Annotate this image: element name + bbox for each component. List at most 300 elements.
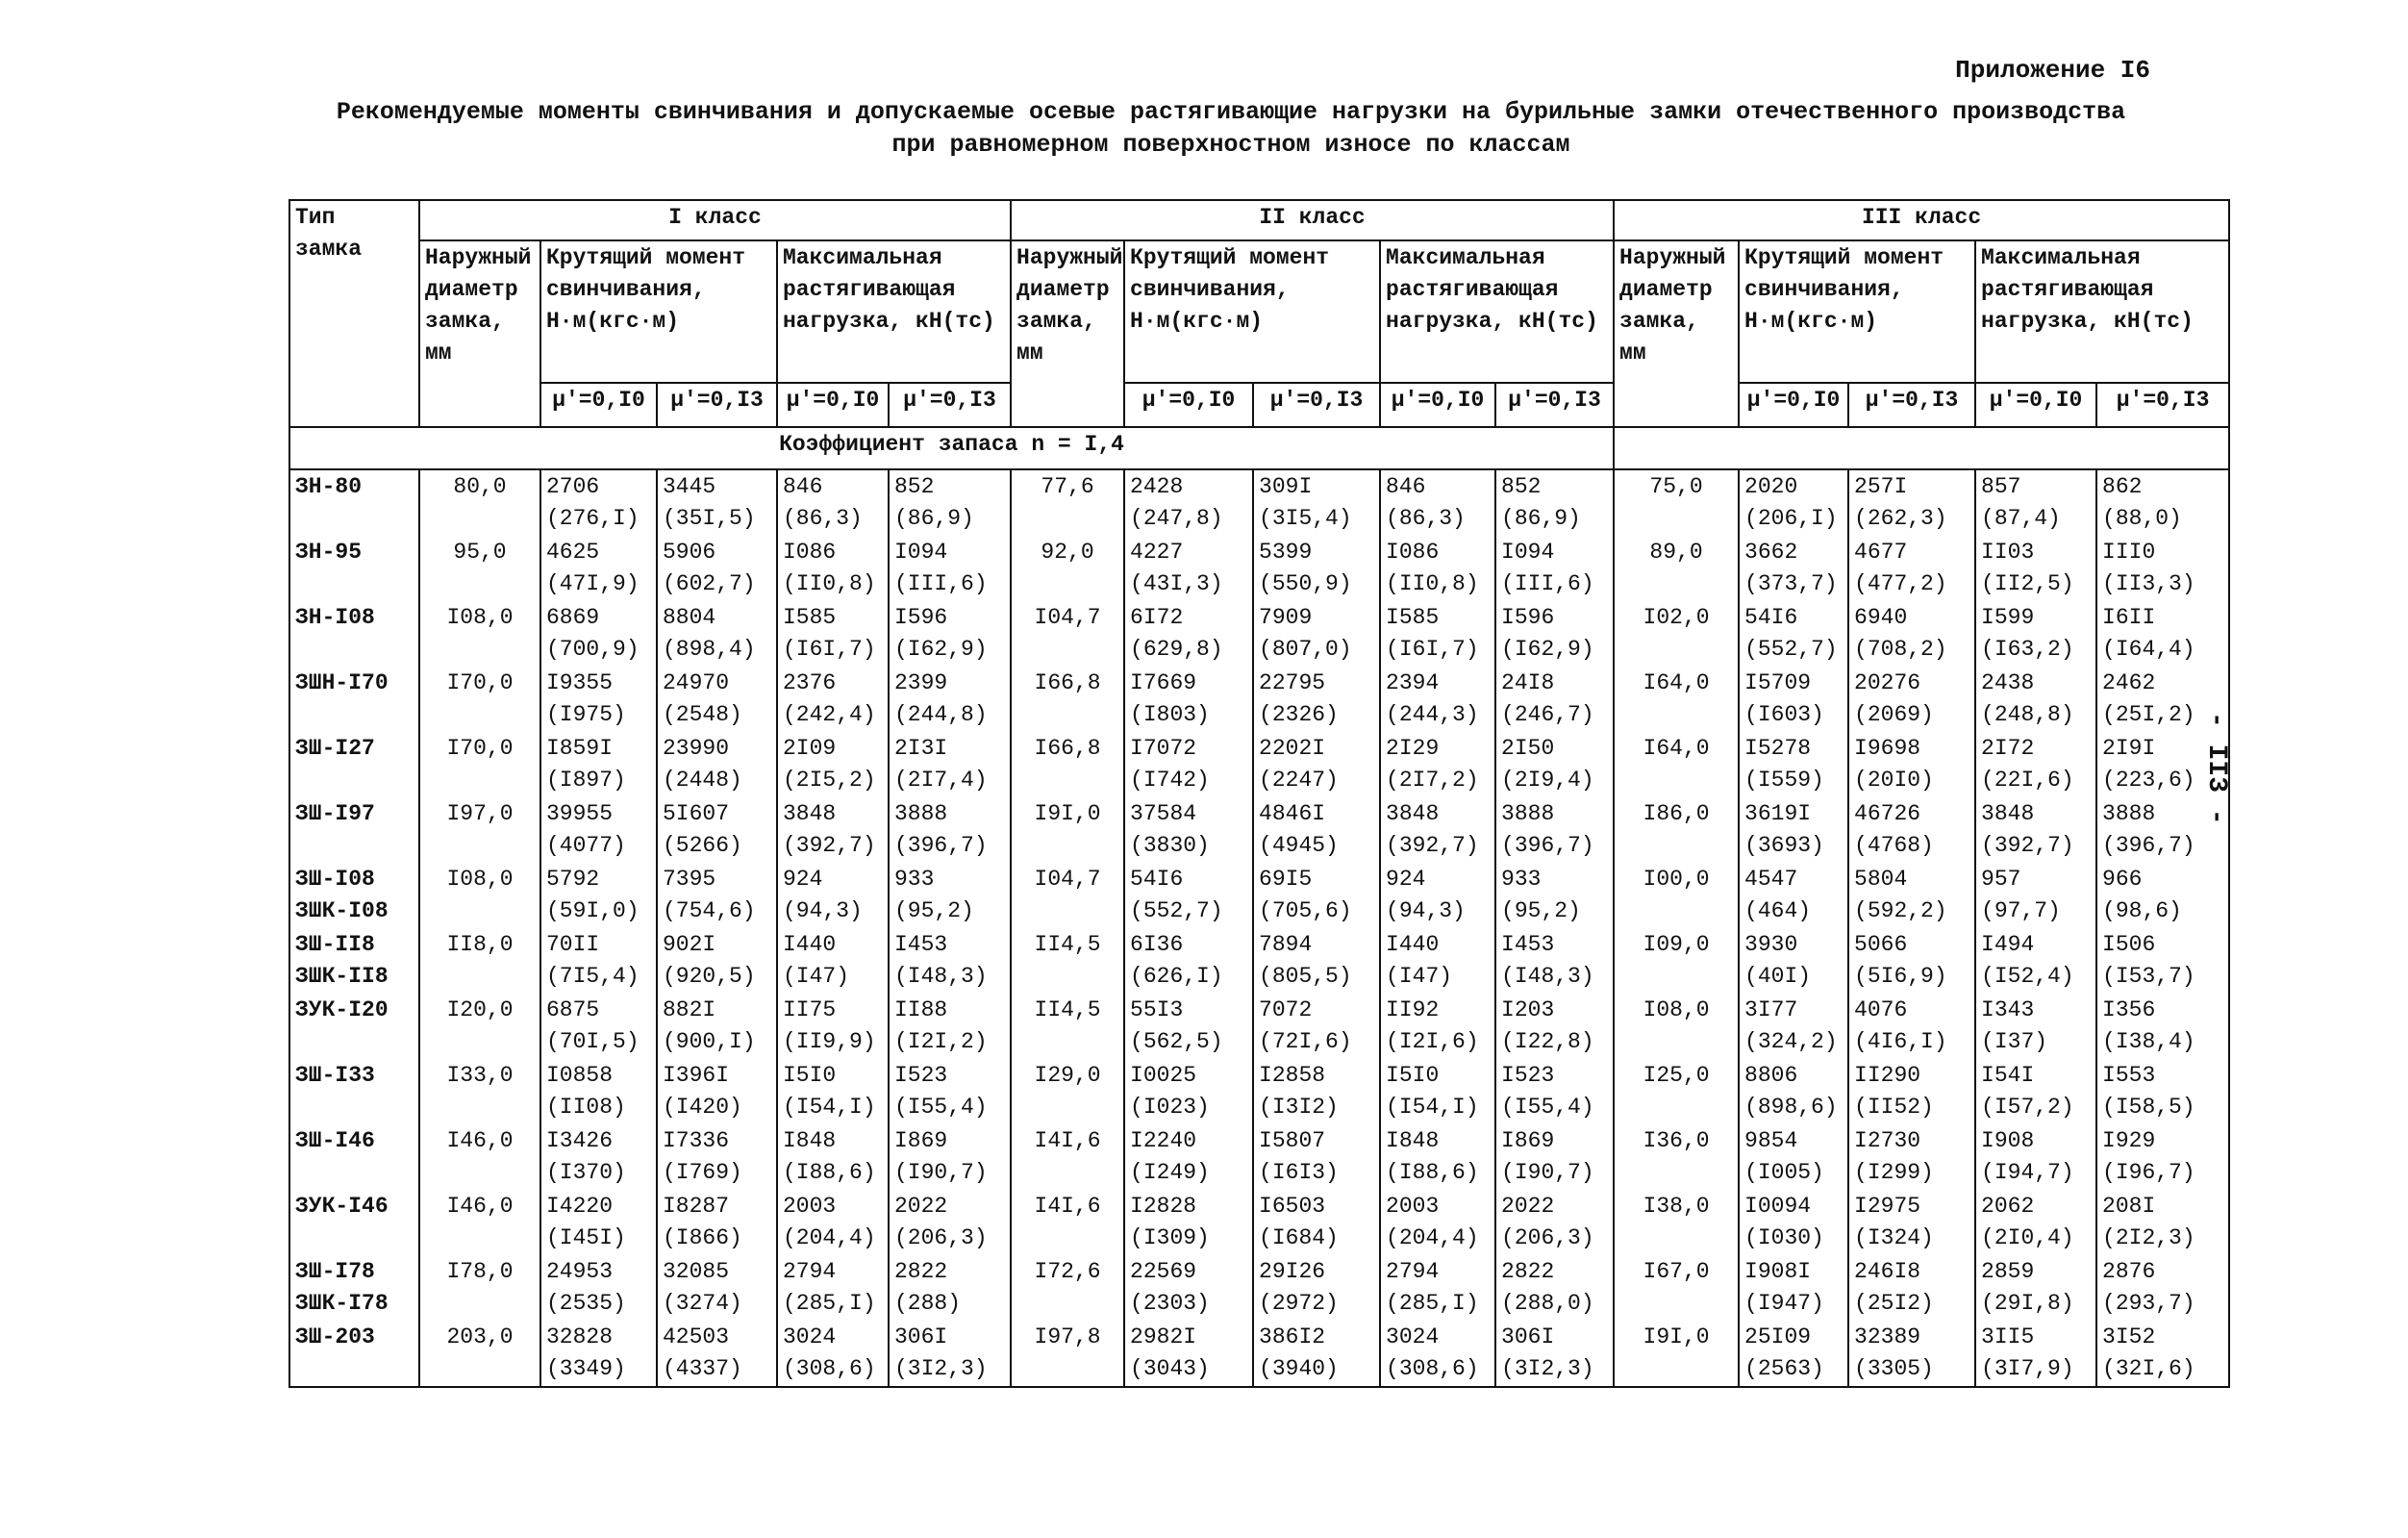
c3-t13-cell [1848,601,1975,667]
value-si: 957 [1981,867,2021,892]
value-si: I3426 [546,1128,614,1153]
c2-diameter-cell: I4I,6 [1011,1190,1124,1255]
c2-l13-cell [1495,732,1614,797]
value-si: 862 [2102,474,2143,499]
c1-t10-cell [540,1059,657,1124]
value-kgf: (I22,8) [1501,1029,1594,1054]
value-kgf: (I64,4) [2102,637,2195,662]
value-si: 6I36 [1130,932,1184,957]
value-si: II290 [1854,1063,1921,1088]
value-kgf: (I96,7) [2102,1160,2195,1185]
c1-torque-header: Крутящий момент свинчивания, Н·м(кгс·м) [540,240,777,383]
lock-type-text: ЗУК-I20 [295,997,389,1022]
c2-t13-cell [1253,536,1380,601]
c2-diameter-cell: I9I,0 [1011,797,1124,863]
c1-load-mu010: μ'=0,I0 [777,383,889,427]
c2-l10-cell [1380,1255,1495,1321]
lock-type-header: Тип замка [289,200,419,427]
value-si: 2376 [783,670,837,695]
c2-l13-cell [1495,1255,1614,1321]
value-si: 8806 [1744,1063,1798,1088]
c2-t10-cell [1124,469,1253,536]
c2-l13-cell [1495,601,1614,667]
value-kgf: (I6I3) [1259,1160,1339,1185]
lock-type-cell [289,1059,419,1124]
value-kgf: (I37) [1981,1029,2048,1054]
c1-l13-cell [889,1124,1011,1190]
c1-diameter-cell: 203,0 [419,1321,540,1387]
value-si: I0094 [1744,1194,1812,1219]
value-kgf: (602,7) [663,571,756,596]
c3-t13-cell [1848,797,1975,863]
value-si: I848 [1386,1128,1440,1153]
value-si: 2428 [1130,474,1184,499]
c3-t10-cell [1739,994,1848,1059]
value-kgf: (3830) [1130,833,1210,858]
c3-t13-cell [1848,1124,1975,1190]
c3-l10-cell [1975,863,2096,928]
c3-diameter-cell: I86,0 [1614,797,1739,863]
lock-type-cell [289,928,419,994]
c2-l10-cell [1380,1124,1495,1190]
table-row [289,1059,2229,1124]
value-kgf: (94,3) [1386,898,1466,923]
value-kgf: (47I,9) [546,571,640,596]
value-kgf: (22I,6) [1981,768,2074,793]
table-row [289,928,2229,994]
table-row [289,1124,2229,1190]
c3-l13-cell [2096,601,2229,667]
value-si: III0 [2102,540,2156,565]
value-kgf: (97,7) [1981,898,2061,923]
value-kgf: (5I6,9) [1854,964,1947,989]
value-kgf: (705,6) [1259,898,1352,923]
value-si: 2794 [783,1259,837,1284]
value-si: 924 [1386,867,1426,892]
c1-diameter-cell: 80,0 [419,469,540,536]
c3-l10-cell [1975,732,2096,797]
c3-diameter-cell: I36,0 [1614,1124,1739,1190]
c1-diameter-cell: I08,0 [419,601,540,667]
value-si: 3I52 [2102,1324,2156,1349]
table-row [289,667,2229,732]
value-si: 2399 [894,670,948,695]
value-si: 3930 [1744,932,1798,957]
value-kgf: (I309) [1130,1225,1210,1250]
c1-t10-cell [540,536,657,601]
value-si: 2706 [546,474,600,499]
value-kgf: (I57,2) [1981,1095,2074,1120]
value-si: 966 [2102,867,2143,892]
c1-torque-mu013: μ'=0,I3 [657,383,777,427]
c2-l13-cell [1495,863,1614,928]
c1-l13-cell [889,863,1011,928]
value-kgf: (308,6) [1386,1356,1479,1381]
value-kgf: (95,2) [894,898,974,923]
c1-t13-cell [657,469,777,536]
value-kgf: (I2I,6) [1386,1029,1479,1054]
value-kgf: (I55,4) [1501,1095,1594,1120]
c1-l10-cell [777,1059,889,1124]
value-kgf: (32I,6) [2102,1356,2195,1381]
table-title [288,96,2173,162]
c2-torque-header: Крутящий момент свинчивания, Н·м(кгс·м) [1124,240,1380,383]
c2-l10-cell [1380,601,1495,667]
c1-load-mu013: μ'=0,I3 [889,383,1011,427]
value-si: 7395 [663,867,716,892]
value-si: 2062 [1981,1194,2035,1219]
value-kgf: (20I0) [1854,768,1934,793]
value-kgf: (2I5,2) [783,768,876,793]
c3-l10-cell [1975,1190,2096,1255]
value-si: I7072 [1130,736,1197,761]
value-kgf: (I947) [1744,1291,1824,1316]
value-kgf: (35I,5) [663,506,756,531]
value-kgf: (285,I) [1386,1291,1479,1316]
value-si: 857 [1981,474,2021,499]
c2-l10-cell [1380,732,1495,797]
c1-t10-cell [540,469,657,536]
value-kgf: (94,3) [783,898,863,923]
c2-t13-cell [1253,797,1380,863]
c3-torque-header: Крутящий момент свинчивания, Н·м(кгс·м) [1739,240,1975,383]
c2-l10-cell [1380,1059,1495,1124]
c1-load-header: Максимальная растягивающая нагрузка, кН(тс) [777,240,1011,383]
value-si: 309I [1259,474,1313,499]
c2-diameter-cell: I29,0 [1011,1059,1124,1124]
value-si: 2I50 [1501,736,1555,761]
c3-l13-cell [2096,1124,2229,1190]
c1-t13-cell [657,797,777,863]
value-kgf: (3I7,9) [1981,1356,2074,1381]
value-si: 2I09 [783,736,837,761]
value-kgf: (98,6) [2102,898,2182,923]
c1-l10-cell [777,469,889,536]
value-si: 24970 [663,670,730,695]
value-si: II92 [1386,997,1440,1022]
value-kgf: (223,6) [2102,768,2195,793]
c2-torque-mu010: μ'=0,I0 [1124,383,1253,427]
c1-l10-cell [777,797,889,863]
value-si: I929 [2102,1128,2156,1153]
value-kgf: (I48,3) [894,964,988,989]
value-kgf: (4945) [1259,833,1339,858]
table-row [289,797,2229,863]
lock-type-cell [289,994,419,1059]
value-si: I5278 [1744,736,1812,761]
value-kgf: (I52,4) [1981,964,2074,989]
c3-l10-cell [1975,1255,2096,1321]
c1-t13-cell [657,1190,777,1255]
page-number: - II3 - [2201,712,2231,825]
value-kgf: (I3I2) [1259,1095,1339,1120]
value-si: 2022 [894,1194,948,1219]
c3-t13-cell [1848,469,1975,536]
c2-diameter-cell: I04,7 [1011,601,1124,667]
c2-diameter-cell: I04,7 [1011,863,1124,928]
value-kgf: (204,4) [783,1225,876,1250]
data-rows [289,469,2229,1387]
value-kgf: (2303) [1130,1291,1210,1316]
value-si: 24I8 [1501,670,1555,695]
c3-t10-cell [1739,1255,1848,1321]
c3-l10-cell [1975,994,2096,1059]
value-kgf: (308,6) [783,1356,876,1381]
c3-l13-cell [2096,536,2229,601]
c3-l13-cell [2096,1059,2229,1124]
c2-diameter-cell: I97,8 [1011,1321,1124,1387]
value-si: I7336 [663,1128,730,1153]
value-si: 852 [1501,474,1542,499]
value-si: 29I26 [1259,1259,1326,1284]
value-kgf: (898,6) [1744,1095,1838,1120]
c2-diameter-cell: I66,8 [1011,732,1124,797]
c1-l13-cell [889,797,1011,863]
c3-t10-cell [1739,1059,1848,1124]
value-kgf: (II0,8) [1386,571,1479,596]
value-kgf: (7I5,4) [546,964,640,989]
value-si: 22795 [1259,670,1326,695]
c1-l13-cell [889,928,1011,994]
c2-t13-cell [1253,1255,1380,1321]
lock-type-text: ЗШК-I08 [295,898,389,923]
value-kgf: (II52) [1854,1095,1934,1120]
value-kgf: (I023) [1130,1095,1210,1120]
c1-diameter-cell: I78,0 [419,1255,540,1321]
c3-l13-cell [2096,863,2229,928]
c1-l10-cell [777,1124,889,1190]
c2-l10-cell [1380,1190,1495,1255]
value-si: I8287 [663,1194,730,1219]
value-si: 3619I [1744,801,1812,826]
value-kgf: (I55,4) [894,1095,988,1120]
value-kgf: (I975) [546,702,626,727]
c3-l13-cell [2096,797,2229,863]
table-row [289,994,2229,1059]
c2-t10-cell [1124,1124,1253,1190]
value-si: I343 [1981,997,2035,1022]
value-kgf: (373,7) [1744,571,1838,596]
c1-t13-cell [657,1124,777,1190]
c1-l10-cell [777,1190,889,1255]
value-si: 2822 [1501,1259,1555,1284]
value-si: 2394 [1386,670,1440,695]
value-kgf: (3305) [1854,1356,1934,1381]
c3-diameter-cell: I67,0 [1614,1255,1739,1321]
value-kgf: (I603) [1744,702,1824,727]
c1-diameter-cell: I33,0 [419,1059,540,1124]
value-si: 246I8 [1854,1259,1921,1284]
value-si: 42503 [663,1324,730,1349]
value-kgf: (900,I) [663,1029,756,1054]
c1-t13-cell [657,928,777,994]
lock-type-text: ЗШ-I33 [295,1063,375,1088]
c2-t10-cell [1124,1321,1253,1387]
c1-t10-cell [540,863,657,928]
c2-diameter-cell: I72,6 [1011,1255,1124,1321]
value-si: 846 [783,474,823,499]
class-2-header: II класс [1011,200,1614,240]
c1-t10-cell [540,994,657,1059]
value-si: 5804 [1854,867,1908,892]
value-si: I453 [894,932,948,957]
value-kgf: (I54,I) [1386,1095,1479,1120]
value-kgf: (I299) [1854,1160,1934,1185]
c2-t10-cell [1124,1059,1253,1124]
value-kgf: (324,2) [1744,1029,1838,1054]
value-si: 54I6 [1744,605,1798,630]
c3-t10-cell [1739,732,1848,797]
c3-diameter-cell: I25,0 [1614,1059,1739,1124]
value-kgf: (2535) [546,1291,626,1316]
c3-t10-cell [1739,928,1848,994]
value-si: I203 [1501,997,1555,1022]
value-si: 6I72 [1130,605,1184,630]
value-si: I506 [2102,932,2156,957]
value-kgf: (3I2,3) [894,1356,988,1381]
value-kgf: (204,4) [1386,1225,1479,1250]
c1-diameter-cell: I46,0 [419,1190,540,1255]
value-kgf: (392,7) [1386,833,1479,858]
lock-type-cell [289,1321,419,1387]
value-si: 4625 [546,540,600,565]
value-kgf: (2069) [1854,702,1934,727]
c2-t10-cell [1124,928,1253,994]
value-si: 3024 [783,1324,837,1349]
c3-l13-cell [2096,1321,2229,1387]
value-si: I5807 [1259,1128,1326,1153]
value-si: I396I [663,1063,730,1088]
value-kgf: (392,7) [783,833,876,858]
lock-type-text: ЗШ-II8 [295,932,375,957]
value-si: 3848 [1386,801,1440,826]
value-kgf: (86,3) [783,506,863,531]
value-si: 20276 [1854,670,1921,695]
lock-type-text: ЗН-I08 [295,605,375,630]
value-si: I094 [894,540,948,565]
title-line-2: при равномерном поверхностном износе по классам [891,131,1570,159]
value-kgf: (I48,3) [1501,964,1594,989]
value-si: I494 [1981,932,2035,957]
c1-t13-cell [657,1059,777,1124]
c3-l13-cell [2096,994,2229,1059]
table-row [289,536,2229,601]
c1-diameter-cell: II8,0 [419,928,540,994]
value-si: 2794 [1386,1259,1440,1284]
value-si: 2859 [1981,1259,2035,1284]
c2-diameter-header: Наружный диаметр замка, мм [1011,240,1124,427]
value-si: 69I5 [1259,867,1313,892]
value-kgf: (4768) [1854,833,1934,858]
value-si: 32389 [1854,1324,1921,1349]
value-kgf: (4077) [546,833,626,858]
value-kgf: (288) [894,1291,962,1316]
c3-load-mu013: μ'=0,I3 [2096,383,2229,427]
value-kgf: (95,2) [1501,898,1581,923]
value-kgf: (I62,9) [1501,637,1594,662]
value-kgf: (I897) [546,768,626,793]
c1-l10-cell [777,536,889,601]
c3-l10-cell [1975,667,2096,732]
c3-diameter-cell: I02,0 [1614,601,1739,667]
value-si: I094 [1501,540,1555,565]
value-si: 7072 [1259,997,1313,1022]
value-kgf: (I6I,7) [783,637,876,662]
lock-type-cell [289,797,419,863]
value-si: 2438 [1981,670,2035,695]
value-si: 306I [1501,1324,1555,1349]
title-line-1: Рекомендуемые моменты свинчивания и допускаемые осевые растягивающие нагрузки на бурильные замки отечественного производства [336,98,2126,126]
value-si: 7909 [1259,605,1313,630]
lock-type-cell [289,536,419,601]
value-si: 2822 [894,1259,948,1284]
c2-t13-cell [1253,1321,1380,1387]
c3-diameter-cell: I08,0 [1614,994,1739,1059]
value-si: 4846I [1259,801,1326,826]
value-kgf: (I90,7) [1501,1160,1594,1185]
value-si: 7894 [1259,932,1313,957]
value-kgf: (920,5) [663,964,756,989]
c3-t13-cell [1848,732,1975,797]
lock-type-text: ЗУК-I46 [295,1194,389,1219]
c1-l13-cell [889,1190,1011,1255]
value-si: 208I [2102,1194,2156,1219]
c2-diameter-cell: 92,0 [1011,536,1124,601]
value-kgf: (I63,2) [1981,637,2074,662]
value-kgf: (3I2,3) [1501,1356,1594,1381]
c3-t13-cell [1848,1190,1975,1255]
c2-load-header: Максимальная растягивающая нагрузка, кН(тс) [1380,240,1614,383]
c2-l10-cell [1380,863,1495,928]
c2-load-mu013: μ'=0,I3 [1495,383,1614,427]
value-si: I869 [894,1128,948,1153]
c1-l10-cell [777,994,889,1059]
table-row [289,732,2229,797]
c1-l10-cell [777,667,889,732]
c2-l10-cell [1380,469,1495,536]
value-kgf: (25I,2) [2102,702,2195,727]
value-kgf: (242,4) [783,702,876,727]
c3-diameter-cell: I09,0 [1614,928,1739,994]
value-kgf: (4I6,I) [1854,1029,1947,1054]
c3-t10-cell [1739,1321,1848,1387]
c3-t10-cell [1739,469,1848,536]
lock-type-cell [289,1255,419,1321]
value-kgf: (86,3) [1386,506,1466,531]
value-si: I523 [894,1063,948,1088]
value-si: I848 [783,1128,837,1153]
c3-load-mu010: μ'=0,I0 [1975,383,2096,427]
c1-t10-cell [540,601,657,667]
c3-l10-cell [1975,1124,2096,1190]
value-kgf: (246,7) [1501,702,1594,727]
value-si: I596 [1501,605,1555,630]
value-si: I5709 [1744,670,1812,695]
value-kgf: (I88,6) [1386,1160,1479,1185]
c2-t10-cell [1124,732,1253,797]
value-si: 2462 [2102,670,2156,695]
c2-diameter-cell: I4I,6 [1011,1124,1124,1190]
c3-t13-cell [1848,1255,1975,1321]
value-si: I2975 [1854,1194,1921,1219]
c2-load-mu010: μ'=0,I0 [1380,383,1495,427]
value-si: 9854 [1744,1128,1798,1153]
value-si: 4227 [1130,540,1184,565]
value-kgf: (5266) [663,833,742,858]
c2-t10-cell [1124,1255,1253,1321]
value-si: 386I2 [1259,1324,1326,1349]
c3-l10-cell [1975,797,2096,863]
